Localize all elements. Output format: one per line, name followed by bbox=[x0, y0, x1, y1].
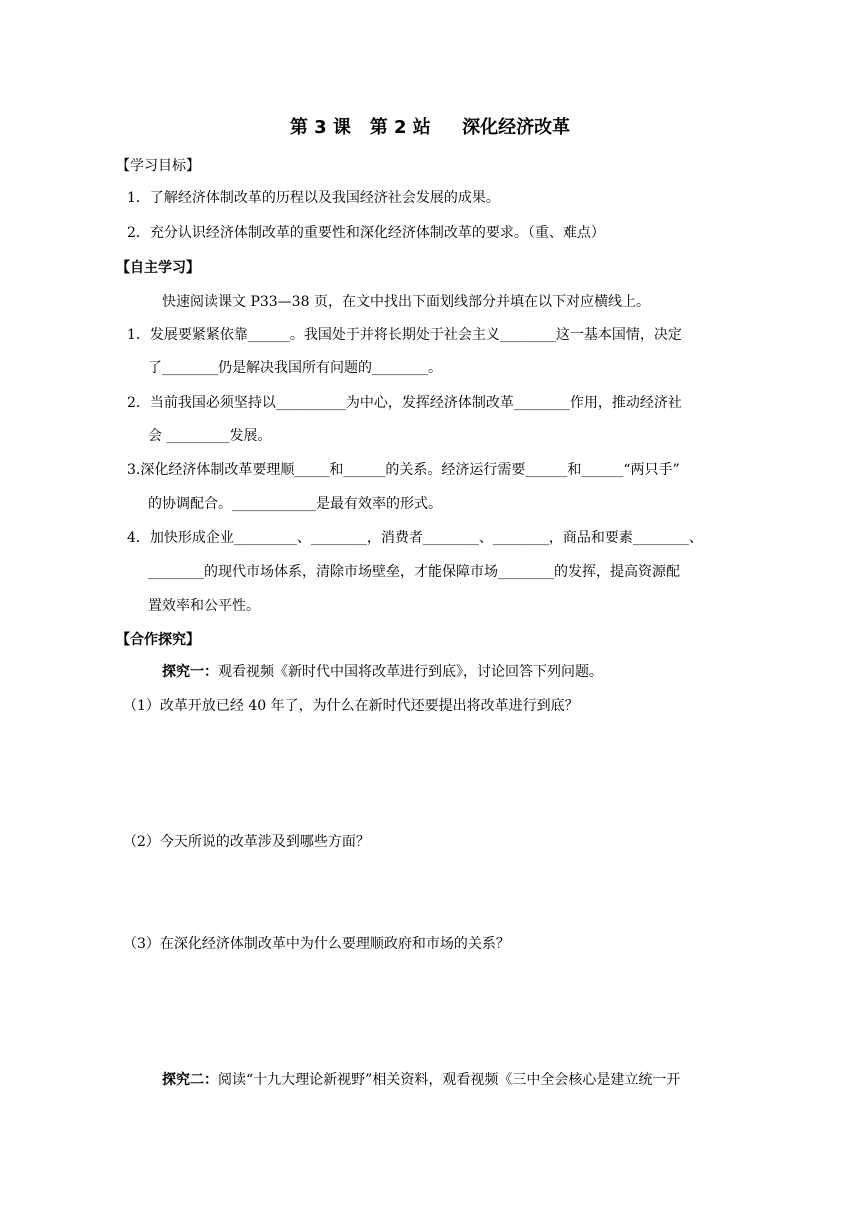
fill-item-3-line-2: 的协调配合。____________是最有效率的形式。 bbox=[148, 496, 442, 512]
page-title: 第 3 课 第 2 站 深化经济改革 bbox=[289, 117, 571, 138]
inquiry-one-label: 探究一： bbox=[162, 664, 218, 680]
goal-item-2: 2．充分认识经济体制改革的重要性和深化经济体制改革的要求。（重、难点） bbox=[127, 225, 605, 241]
goal-item-1: 1．了解经济体制改革的历程以及我国经济社会发展的成果。 bbox=[127, 190, 500, 206]
inquiry-two-text: 阅读“十九大理论新视野”相关资料，观看视频《三中全会核心是建立统一开 bbox=[218, 1072, 681, 1088]
inquiry-one-text: 观看视频《新时代中国将改革进行到底》，讨论回答下列问题。 bbox=[218, 664, 603, 680]
fill-item-4-line-3: 置效率和公平性。 bbox=[148, 598, 260, 614]
section-heading-cooperative-inquiry: 【合作探究】 bbox=[116, 632, 200, 648]
question-1: （1）改革开放已经 40 年了，为什么在新时代还要提出将改革进行到底？ bbox=[123, 698, 579, 714]
fill-item-2-line-1: 2．当前我国必须坚持以__________为中心，发挥经济体制改革________作用，推动经济社 bbox=[127, 395, 682, 411]
fill-item-4-line-2: ________的现代市场体系，清除市场壁垒，才能保障市场________的发挥，提高资源配 bbox=[148, 564, 680, 580]
question-3: （3）在深化经济体制改革中为什么要理顺政府和市场的关系？ bbox=[123, 936, 510, 952]
self-study-instruction: 快速阅读课文 P33—38 页，在文中找出下面划线部分并填在以下对应横线上。 bbox=[162, 294, 650, 310]
fill-item-2-line-2: 会 _________发展。 bbox=[148, 428, 272, 444]
inquiry-one bbox=[162, 662, 603, 682]
fill-item-4-line-1: 4．加快形成企业_________、________，消费者________、________，商品和要素________、 bbox=[127, 530, 703, 546]
section-heading-learning-goals: 【学习目标】 bbox=[116, 158, 200, 174]
fill-item-3-line-1: 3.深化经济体制改革要理顺_____和______的关系。经济运行需要______和______“两只手” bbox=[127, 462, 680, 478]
inquiry-two-label: 探究二： bbox=[162, 1072, 218, 1088]
inquiry-two bbox=[162, 1070, 680, 1090]
section-heading-self-study: 【自主学习】 bbox=[116, 260, 200, 276]
fill-item-1-line-1: 1．发展要紧紧依靠______。我国处于并将长期处于社会主义________这一基本国情，决定 bbox=[127, 327, 682, 343]
fill-item-1-line-2: 了________仍是解决我国所有问题的________。 bbox=[148, 360, 442, 376]
question-2: （2）今天所说的改革涉及到哪些方面？ bbox=[123, 834, 370, 850]
